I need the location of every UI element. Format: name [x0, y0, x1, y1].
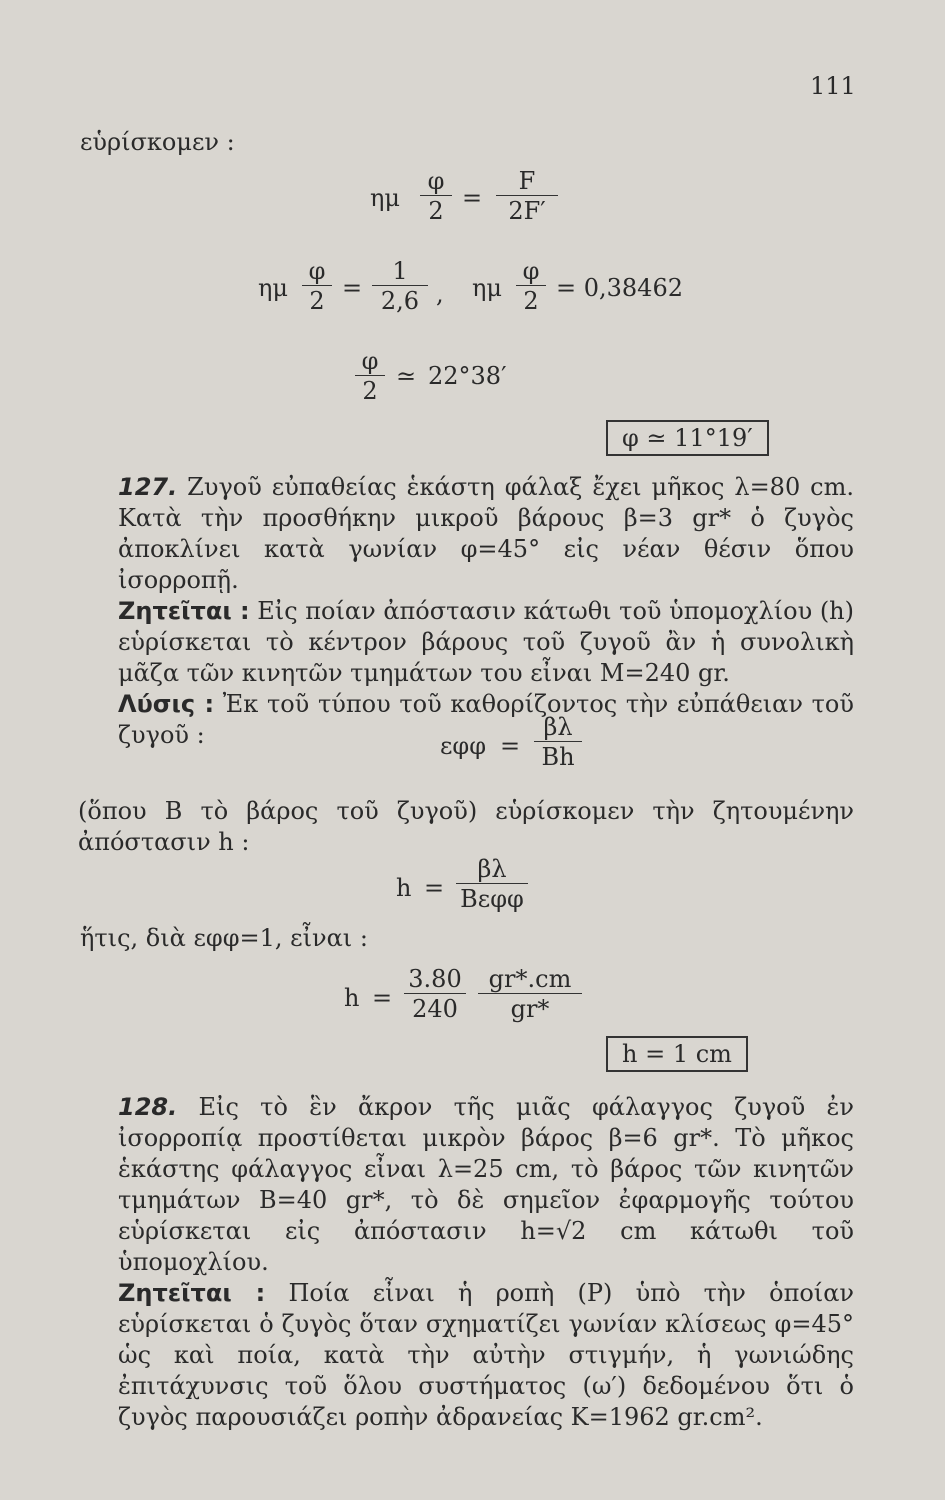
- sought-label-127: Ζητεῖται :: [118, 597, 250, 625]
- intro-text: εὑρίσκομεν :: [80, 128, 235, 156]
- problem-127-number: 127.: [118, 473, 178, 501]
- sought-label-128: Ζητεῖται :: [118, 1279, 266, 1307]
- page-number: 111: [810, 72, 856, 100]
- problem-128-number: 128.: [118, 1093, 178, 1121]
- problem-127-solution-intro: Ἐκ τοῦ τύπου τοῦ καθορίζοντος τὴν εὐπάθειαν τοῦ ζυγοῦ :: [118, 690, 854, 749]
- problem-127: [78, 472, 854, 751]
- problem-127-statement: Ζυγοῦ εὐπαθείας ἑκάστη φάλαξ ἔχει μῆκος λ=80 cm. Κατὰ τὴν προσθήκην μικροῦ βάρους β=3 gr* ὁ ζυγὸς ἀποκλίνει κατὰ γωνίαν φ=45° εἰς νέαν θέσιν ὅπου ἰσορροπῇ.: [118, 473, 854, 594]
- text-which: ἥτις, διὰ εφφ=1, εἶναι :: [80, 924, 368, 952]
- problem-128: [78, 1092, 854, 1433]
- problem-128-statement: Εἰς τὸ ἓν ἄκρον τῆς μιᾶς φάλαγγος ζυγοῦ ἐν ἰσορροπίᾳ προστίθεται μικρὸν βάρος β=6 gr*. Τὸ μῆκος ἑκάστης φάλαγγος εἶναι λ=25 cm, τὸ βάρος τῶν κινητῶν τμημάτων B=40 gr*, τὸ δὲ σημεῖον ἐφαρμογῆς τούτου εὑρίσκεται εἰς ἀπόστασιν h=√2 cm κάτωθι τοῦ ὑπομοχλίου.: [118, 1093, 854, 1276]
- text-where-b: (ὅπου B τὸ βάρος τοῦ ζυγοῦ) εὑρίσκομεν τὴν ζητουμένην ἀπόστασιν h :: [78, 797, 854, 856]
- result-box-h: h = 1 cm: [606, 1036, 748, 1072]
- problem-127-question: Εἰς ποίαν ἀπόστασιν κάτωθι τοῦ ὑπομοχλίου (h) εὑρίσκεται τὸ κέντρον βάρους τοῦ ζυγοῦ ἂν ἡ συνολικὴ μᾶζα τῶν κινητῶν τμημάτων του εἶναι M=240 gr.: [118, 597, 854, 687]
- problem-128-question: Ποία εἶναι ἡ ροπὴ (P) ὑπὸ τὴν ὁποίαν εὑρίσκεται ὁ ζυγὸς ὅταν σχηματίζει γωνίαν κλίσεως φ=45° ὡς καὶ ποία, κατὰ τὴν αὐτὴν στιγμήν, ἡ γωνιώδης ἐπιτάχυνσις τοῦ ὅλου συστήματος (ω′) δεδομένου ὅτι ὁ ζυγὸς παρουσιάζει ροπὴν ἀδρανείας K=1962 gr.cm².: [118, 1279, 855, 1431]
- result-box-phi: φ ≃ 11°19′: [606, 420, 769, 456]
- solution-label-127: Λύσις :: [118, 690, 215, 718]
- book-page: 111 εὑρίσκομεν : ημ $\frac{\varphi}{2}$ = $\frac{F}{2F'}$ ημ $\frac{\varphi}{2}$ = $\frac{1}{2,6}$ , ημ $\frac{\varphi}{2}$ = 0,38462 $\frac{\varphi}{2}$ ≃ 22°38′ φ ≃ 11°19′ 127. Ζυγοῦ εὐπαθείας ἑκάστη φάλαξ ἔχει μῆκος λ=80 cm. Κατὰ τὴν προσθήκην μικροῦ βάρους β=3 gr* ὁ ζυγὸς ἀποκλίνει κατὰ γωνίαν φ=45° εἰς νέαν θέσιν ὅπου ἰσορροπῇ. Ζητεῖται : Εἰς ποίαν ἀπόστασιν κάτωθι τοῦ ὑπομοχλίου (h) εὑρίσκεται τὸ κέντρον βάρους τοῦ ζυγοῦ ἂν ἡ συνολικὴ μᾶζα τῶν κινητῶν τμημάτων του εἶναι M=240 gr. Λύσις : Ἐκ τοῦ τύπου τοῦ καθορίζοντος τὴν εὐπάθειαν τοῦ ζυγοῦ : εφφ = $\frac{\beta\lambda}{Bh}$ (ὅπου B τὸ βάρος τοῦ ζυγοῦ) εὑρίσκομεν τὴν ζητουμένην ἀπόστασιν h : h = βλ Bεφφ ἥτις, διὰ εφφ=1, εἶναι : h = $\frac{3.80}{240}$ $\frac{gr*.cm}{gr*}$ h = 1 cm 128. Εἰς τὸ ἓν ἄκρον τῆς μιᾶς φάλαγγος ζυγοῦ ἐν ἰσορροπίᾳ προστίθεται μικρὸν βάρος β=6 gr*. Τὸ μῆκος ἑκάστης φάλαγγος εἶναι λ=25 cm, τὸ βάρος τῶν κινητῶν τμημάτων B=40 gr*, τὸ δὲ σημεῖον ἐφαρμογῆς τούτου εὑρίσκεται εἰς ἀπόστασιν h=√2 cm κάτωθι τοῦ ὑπομοχλίου. Ζητεῖται : Ποία εἶναι ἡ ροπὴ (P) ὑπὸ τὴν ὁποίαν εὑρίσκεται ὁ ζυγὸς ὅταν σχηματίζει γωνίαν κλίσεως φ=45° ὡς καὶ ποία, κατὰ τὴν αὐτὴν στιγμήν, ἡ γωνιώδης ἐπιτάχυνσις τοῦ ὅλου συστήματος (ω′) δεδομένου ὅτι ὁ ζυγὸς παρουσιάζει ροπὴν ἀδρανείας K=1962 gr.cm².: [78, 72, 856, 1431]
